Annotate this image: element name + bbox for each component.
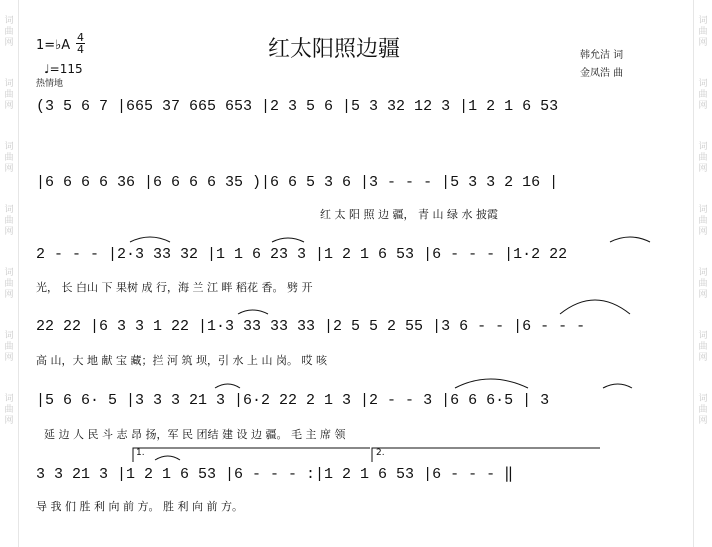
time-signature: 4 4: [77, 31, 84, 56]
expression-marking: 热情地: [36, 79, 64, 89]
tempo-marking: ♩=115: [44, 62, 83, 76]
volta-second-ending: 2.: [376, 448, 385, 458]
lyrics-row-6: 导 我 们 胜 利 向 前 方。 胜 利 向 前 方。: [36, 500, 243, 513]
key-signature: 1=♭A: [36, 38, 71, 53]
song-title: 红太阳照边疆: [268, 37, 401, 62]
score-row-2: |6 6 6 6 36 |6 6 6 6 35 )|6 6 5 3 6 |3 - - - |5 3 3 2 16 |: [36, 174, 559, 191]
watermark-right: 词 曲 网 词 曲 网 词 曲 网 词 曲 网 词 曲 网 词 曲 网 词 曲 网: [693, 0, 712, 547]
score-row-6: 3 3 21 3 |1 2 1 6 53 |6 - - - :|1 2 1 6 53 |6 - - - ‖: [36, 466, 514, 483]
lyrics-row-5: 延 边 人 民 斗 志 昂 扬，军 民 团结 建 设 边 疆。 毛 主 席 领: [44, 428, 346, 441]
score-row-5: |5 6 6· 5 |3 3 3 21 3 |6·2 22 2 1 3 |2 - - 3 |6 6 6·5 | 3: [36, 392, 550, 409]
lyrics-row-2: 红 太 阳 照 边 疆， 青 山 绿 水 披霞: [320, 208, 498, 221]
score-row-4: 22 22 |6 3 3 1 22 |1·3 33 33 33 |2 5 5 2 55 |3 6 - - |6 - - -: [36, 318, 586, 335]
composer-credit: 金凤浩 曲: [580, 68, 624, 79]
lyrics-row-3: 光， 长 白山 下 果树 成 行，海 兰 江 畔 稻花 香。 劈 开: [36, 281, 313, 294]
volta-first-ending: 1.: [136, 448, 145, 458]
lyricist-credit: 韩允洁 词: [580, 50, 624, 61]
watermark-left: 词 曲 网 词 曲 网 词 曲 网 词 曲 网 词 曲 网 词 曲 网 词 曲 网: [0, 0, 19, 547]
score-row-1: (3 5 6 7 |665 37 665 653 |2 3 5 6 |5 3 32 12 3 |1 2 1 6 53: [36, 98, 559, 115]
lyrics-row-4: 高 山，大 地 献 宝 藏；拦 河 筑 坝，引 水 上 山 岗。 哎 咳: [36, 354, 327, 367]
score-row-3: 2 - - - |2·3 33 32 |1 1 6 23 3 |1 2 1 6 53 |6 - - - |1·2 22: [36, 246, 568, 263]
